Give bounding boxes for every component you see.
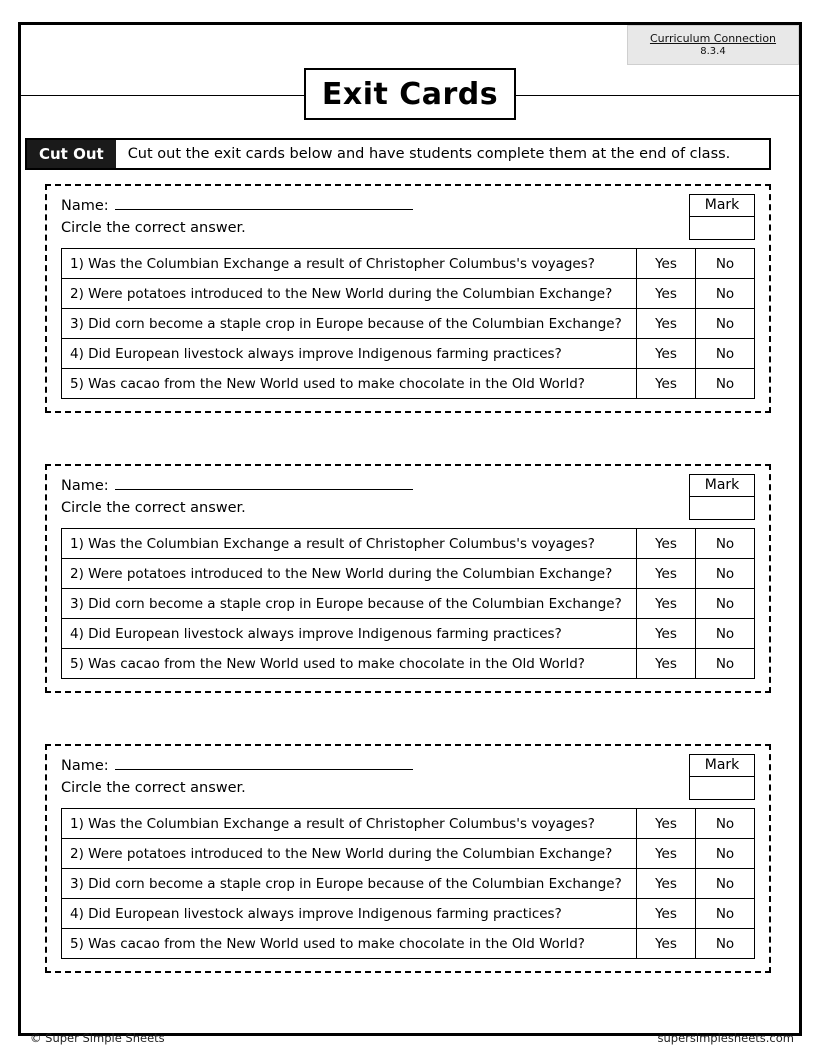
answer-no[interactable]: No xyxy=(696,559,755,589)
instruction-tag: Cut Out xyxy=(27,140,116,168)
name-input-line[interactable] xyxy=(115,476,413,490)
answer-yes[interactable]: Yes xyxy=(637,839,696,869)
mark-box xyxy=(689,194,755,240)
answer-no[interactable]: No xyxy=(696,249,755,279)
table-row xyxy=(62,899,755,929)
name-label: Name: xyxy=(61,478,109,494)
answer-yes[interactable]: Yes xyxy=(637,929,696,959)
circle-instruction: Circle the correct answer. xyxy=(61,500,246,516)
table-row xyxy=(62,559,755,589)
answer-no[interactable]: No xyxy=(696,839,755,869)
name-row xyxy=(61,476,755,494)
table-row xyxy=(62,839,755,869)
table-row xyxy=(62,529,755,559)
answer-no[interactable]: No xyxy=(696,619,755,649)
answer-no[interactable]: No xyxy=(696,649,755,679)
answer-no[interactable]: No xyxy=(696,589,755,619)
table-row xyxy=(62,369,755,399)
mark-label: Mark xyxy=(690,755,754,777)
answer-yes[interactable]: Yes xyxy=(637,309,696,339)
answer-yes[interactable]: Yes xyxy=(637,339,696,369)
table-row xyxy=(62,339,755,369)
footer-copyright: © Super Simple Sheets xyxy=(30,1031,165,1045)
exit-card xyxy=(45,464,771,693)
table-row xyxy=(62,649,755,679)
question-text: 4) Did European livestock always improve Indigenous farming practices? xyxy=(62,899,637,929)
answer-no[interactable]: No xyxy=(696,899,755,929)
mark-label: Mark xyxy=(690,195,754,217)
exit-card xyxy=(45,184,771,413)
name-row xyxy=(61,196,755,214)
curriculum-connection-title: Curriculum Connection xyxy=(649,32,777,45)
answer-yes[interactable]: Yes xyxy=(637,589,696,619)
table-row xyxy=(62,279,755,309)
name-input-line[interactable] xyxy=(115,756,413,770)
circle-instruction: Circle the correct answer. xyxy=(61,780,246,796)
answer-yes[interactable]: Yes xyxy=(637,899,696,929)
question-text: 5) Was cacao from the New World used to make chocolate in the Old World? xyxy=(62,649,637,679)
answer-no[interactable]: No xyxy=(696,279,755,309)
instruction-text: Cut out the exit cards below and have students complete them at the end of class. xyxy=(127,146,731,162)
question-text: 4) Did European livestock always improve Indigenous farming practices? xyxy=(62,339,637,369)
answer-yes[interactable]: Yes xyxy=(637,369,696,399)
answer-no[interactable]: No xyxy=(696,309,755,339)
answer-no[interactable]: No xyxy=(696,369,755,399)
curriculum-connection-code: 8.3.4 xyxy=(700,46,726,57)
answer-no[interactable]: No xyxy=(696,339,755,369)
answer-yes[interactable]: Yes xyxy=(637,559,696,589)
question-text: 1) Was the Columbian Exchange a result of Christopher Columbus's voyages? xyxy=(62,249,637,279)
question-text: 2) Were potatoes introduced to the New World during the Columbian Exchange? xyxy=(62,279,637,309)
table-row xyxy=(62,809,755,839)
answer-yes[interactable]: Yes xyxy=(637,809,696,839)
answer-yes[interactable]: Yes xyxy=(637,869,696,899)
footer-website: supersimplesheets.com xyxy=(657,1031,794,1045)
name-row xyxy=(61,756,755,774)
question-text: 3) Did corn become a staple crop in Europe because of the Columbian Exchange? xyxy=(62,869,637,899)
table-row xyxy=(62,249,755,279)
question-text: 2) Were potatoes introduced to the New World during the Columbian Exchange? xyxy=(62,839,637,869)
question-table xyxy=(61,808,755,959)
mark-box xyxy=(689,474,755,520)
table-row xyxy=(62,589,755,619)
answer-no[interactable]: No xyxy=(696,869,755,899)
answer-yes[interactable]: Yes xyxy=(637,529,696,559)
instruction-bar xyxy=(25,138,771,170)
answer-no[interactable]: No xyxy=(696,929,755,959)
page-title: Exit Cards xyxy=(304,68,516,120)
name-label: Name: xyxy=(61,198,109,214)
question-text: 5) Was cacao from the New World used to make chocolate in the Old World? xyxy=(62,929,637,959)
mark-box xyxy=(689,754,755,800)
table-row xyxy=(62,869,755,899)
table-row xyxy=(62,309,755,339)
answer-no[interactable]: No xyxy=(696,809,755,839)
answer-yes[interactable]: Yes xyxy=(637,279,696,309)
mark-entry-field[interactable] xyxy=(690,497,754,519)
name-input-line[interactable] xyxy=(115,196,413,210)
mark-label: Mark xyxy=(690,475,754,497)
circle-instruction: Circle the correct answer. xyxy=(61,220,246,236)
question-text: 5) Was cacao from the New World used to make chocolate in the Old World? xyxy=(62,369,637,399)
mark-entry-field[interactable] xyxy=(690,217,754,239)
name-label: Name: xyxy=(61,758,109,774)
answer-yes[interactable]: Yes xyxy=(637,249,696,279)
question-text: 1) Was the Columbian Exchange a result of Christopher Columbus's voyages? xyxy=(62,809,637,839)
question-text: 3) Did corn become a staple crop in Europe because of the Columbian Exchange? xyxy=(62,309,637,339)
question-table xyxy=(61,248,755,399)
question-table xyxy=(61,528,755,679)
table-row xyxy=(62,929,755,959)
question-text: 1) Was the Columbian Exchange a result of Christopher Columbus's voyages? xyxy=(62,529,637,559)
answer-yes[interactable]: Yes xyxy=(637,619,696,649)
question-text: 4) Did European livestock always improve Indigenous farming practices? xyxy=(62,619,637,649)
curriculum-connection-badge xyxy=(627,25,799,65)
mark-entry-field[interactable] xyxy=(690,777,754,799)
answer-yes[interactable]: Yes xyxy=(637,649,696,679)
question-text: 3) Did corn become a staple crop in Europe because of the Columbian Exchange? xyxy=(62,589,637,619)
exit-card xyxy=(45,744,771,973)
answer-no[interactable]: No xyxy=(696,529,755,559)
table-row xyxy=(62,619,755,649)
question-text: 2) Were potatoes introduced to the New World during the Columbian Exchange? xyxy=(62,559,637,589)
